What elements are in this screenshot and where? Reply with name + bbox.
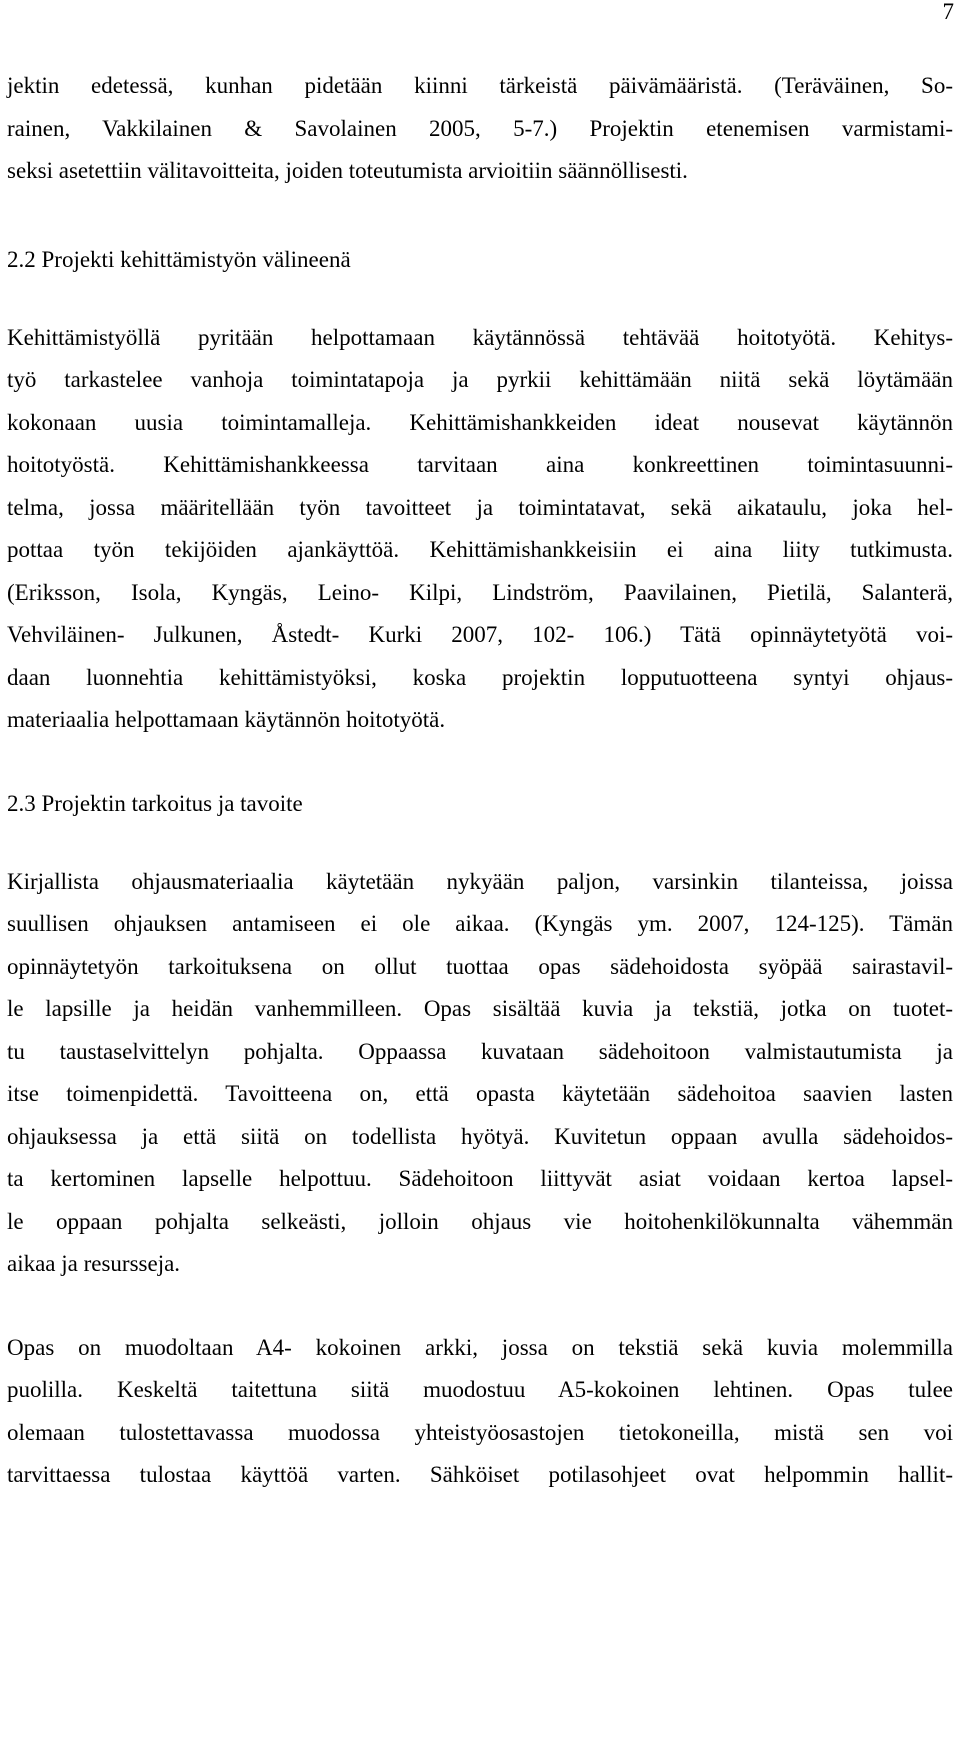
text-line: itse toimenpidettä. Tavoitteena on, että opasta käytetään sädehoitoa saavien lasten — [7, 1081, 953, 1106]
page-content — [7, 65, 953, 1497]
text-line: Opas on muodoltaan A4- kokoinen arkki, jossa on tekstiä sekä kuvia molemmilla — [7, 1334, 953, 1360]
text-line: jektin edetessä, kunhan pidetään kiinni tärkeistä päivämääristä. (Teräväinen, So- — [7, 73, 953, 98]
text-line: kokonaan uusia toimintamalleja. Kehittämishankkeiden ideat nousevat käytännön — [7, 409, 953, 435]
text-line: ta kertominen lapselle helpottuu. Sädehoitoon liittyvät asiat voidaan kertoa lapsel- — [7, 1166, 953, 1191]
text-line: hoitotyöstä. Kehittämishankkeessa tarvitaan aina konkreettinen toimintasuunni- — [7, 452, 953, 477]
text-line: tu taustaselvittelyn pohjalta. Oppaassa kuvataan sädehoitoon valmistautumista ja — [7, 1038, 953, 1064]
text-line: le oppaan pohjalta selkeästi, jolloin ohjaus vie hoitohenkilökunnalta vähemmän — [7, 1208, 953, 1234]
section-2-3-paragraph-1 — [7, 861, 953, 1286]
section-2-3-paragraph-2 — [7, 1327, 953, 1497]
intro-paragraph — [7, 65, 953, 193]
text-line: suullisen ohjauksen antamiseen ei ole aikaa. (Kyngäs ym. 2007, 124-125). Tämän — [7, 911, 953, 936]
text-line: Kirjallista ohjausmateriaalia käytetään nykyään paljon, varsinkin tilanteissa, joissa — [7, 868, 953, 894]
page-number: 7 — [942, 0, 954, 24]
section-heading-2-3: 2.3 Projektin tarkoitus ja tavoite — [7, 790, 303, 816]
text-line: ohjauksessa ja että siitä on todellista hyötyä. Kuvitetun oppaan avulla sädehoidos- — [7, 1123, 953, 1149]
text-line: seksi asetettiin välitavoitteita, joiden toteutumista arvioitiin säännöllisesti. — [7, 158, 688, 183]
text-line: puolilla. Keskeltä taitettuna siitä muodostuu A5-kokoinen lehtinen. Opas tulee — [7, 1377, 953, 1402]
text-line: materiaalia helpottamaan käytännön hoitotyötä. — [7, 707, 446, 732]
text-line: työ tarkastelee vanhoja toimintatapoja ja pyrkii kehittämään niitä sekä löytämään — [7, 367, 953, 392]
text-line: aikaa ja resursseja. — [7, 1251, 181, 1276]
text-line: telma, jossa määritellään työn tavoitteet ja toimintatavat, sekä aikataulu, joka hel- — [7, 494, 953, 520]
text-line: Kehittämistyöllä pyritään helpottamaan käytännössä tehtävää hoitotyötä. Kehitys- — [7, 324, 953, 350]
section-2-2-paragraph — [7, 317, 953, 742]
text-line: pottaa työn tekijöiden ajankäyttöä. Kehittämishankkeisiin ei aina liity tutkimusta. — [7, 537, 953, 562]
text-line: Vehviläinen- Julkunen, Åstedt- Kurki 2007, 102- 106.) Tätä opinnäytetyötä voi- — [7, 622, 953, 647]
section-heading-2-2: 2.2 Projekti kehittämistyön välineenä — [7, 246, 351, 272]
text-line: rainen, Vakkilainen & Savolainen 2005, 5-7.) Projektin etenemisen varmistami- — [7, 115, 953, 141]
text-line: le lapsille ja heidän vanhemmilleen. Opas sisältää kuvia ja tekstiä, jotka on tuotet- — [7, 996, 953, 1021]
text-line: daan luonnehtia kehittämistyöksi, koska projektin lopputuotteena syntyi ohjaus- — [7, 664, 953, 690]
text-line: (Eriksson, Isola, Kyngäs, Leino- Kilpi, Lindström, Paavilainen, Pietilä, Salanterä, — [7, 579, 953, 605]
text-line: olemaan tulostettavassa muodossa yhteistyöosastojen tietokoneilla, mistä sen voi — [7, 1419, 953, 1445]
text-line: opinnäytetyön tarkoituksena on ollut tuottaa opas sädehoidosta syöpää sairastavil- — [7, 953, 953, 979]
text-line: tarvittaessa tulostaa käyttöä varten. Sähköiset potilasohjeet ovat helpommin hallit- — [7, 1462, 953, 1487]
